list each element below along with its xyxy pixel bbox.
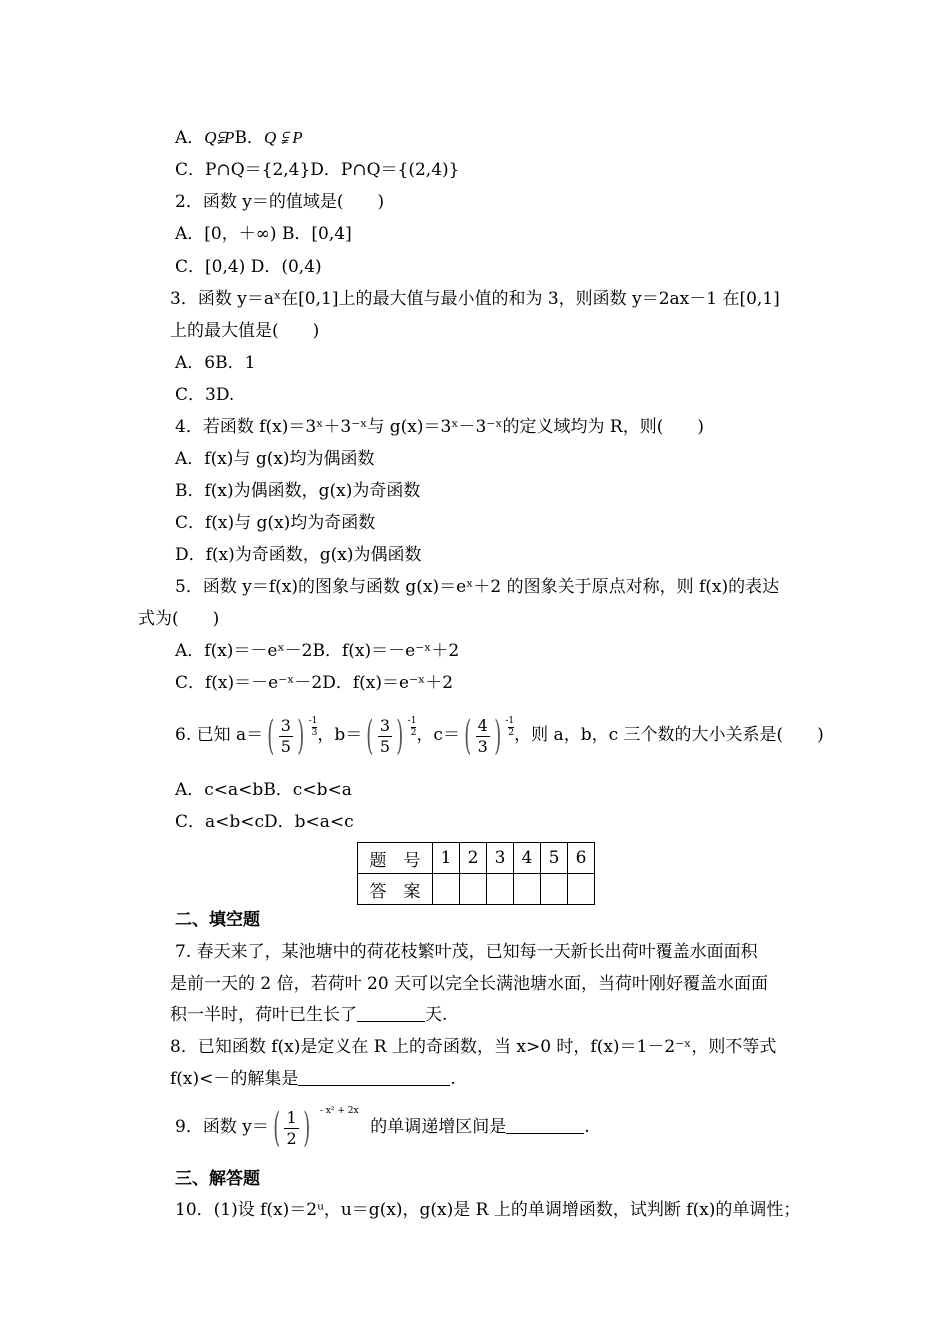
q6-option-d: D．b<a<c xyxy=(264,812,354,832)
q1-option-d: D．P∩Q＝{(2,4)} xyxy=(310,160,460,180)
minus-sign: - xyxy=(308,715,312,726)
section3-title: 三、解答题 xyxy=(175,1169,260,1189)
q1-option-b-label: B． xyxy=(234,128,264,148)
q8-line1: 8．已知函数 f(x)是定义在 R 上的奇函数，当 x>0 时，f(x)＝1－2⁻ˣ，则不等式 xyxy=(170,1037,777,1057)
q1-option-a: Q⫋P xyxy=(204,128,235,147)
q5-stem-line2: 式为( ) xyxy=(138,609,220,629)
q9-prefix: 9．函数 y＝ xyxy=(175,1117,269,1137)
q2-option-c: C．[0,4) xyxy=(175,257,246,277)
right-paren-icon: ) xyxy=(494,713,502,759)
exp-denominator: 3 xyxy=(311,727,318,738)
q9-period: . xyxy=(584,1117,590,1137)
q2-option-d: D．(0,4) xyxy=(250,257,322,277)
q1-options-cd xyxy=(175,159,459,181)
q5-option-c: C．f(x)＝－e⁻ˣ－2 xyxy=(175,673,323,693)
section2-title: 二、填空题 xyxy=(175,910,260,930)
answer-table xyxy=(357,842,595,905)
answer-cell[interactable] xyxy=(568,874,595,905)
q6-a-fraction xyxy=(279,716,293,757)
minus-sign: - xyxy=(505,715,509,726)
q6-prefix: 6. 已知 xyxy=(175,725,231,745)
answer-cell[interactable] xyxy=(433,874,460,905)
q3-options-ab xyxy=(175,352,255,374)
q6-b-fraction xyxy=(378,716,392,757)
q6-options-ab xyxy=(175,779,352,801)
q2-option-b: B．[0,4] xyxy=(281,224,352,244)
q8-answer-blank[interactable] xyxy=(298,1070,450,1086)
q6-a-denominator: 5 xyxy=(280,736,291,756)
q3-option-c: C．3 xyxy=(175,385,216,405)
q6-stem xyxy=(175,705,824,765)
left-paren-icon: ( xyxy=(267,713,275,759)
minus-sign: - xyxy=(407,715,411,726)
q6-suffix: ，则 a，b，c 三个数的大小关系是( ) xyxy=(514,725,824,745)
q6-b-exponent xyxy=(408,716,417,739)
q2-stem: 2．函数 y＝的值域是( ) xyxy=(175,192,385,212)
q6-b-denominator: 5 xyxy=(379,736,391,756)
q6-a-numerator: 3 xyxy=(280,715,291,735)
q8-line2 xyxy=(170,1068,456,1090)
q6-a-exponent xyxy=(309,716,318,739)
q2-options-ab xyxy=(175,223,352,245)
q5-options-ab xyxy=(175,640,459,662)
q6-b-expression xyxy=(362,706,416,766)
q9-expression xyxy=(269,1100,370,1156)
exp-denominator: 2 xyxy=(508,727,515,738)
answer-cell[interactable] xyxy=(460,874,487,905)
q3-option-b: B．1 xyxy=(215,353,256,373)
q3-options-cd xyxy=(175,384,234,406)
q7-line1: 7. 春天来了，某池塘中的荷花枝繁叶茂，已知每一天新长出荷叶覆盖水面面积 xyxy=(175,942,758,962)
q4-option-b: B．f(x)为偶函数，g(x)为奇函数 xyxy=(175,481,421,501)
q4-option-a: A．f(x)与 g(x)均为偶函数 xyxy=(175,449,375,469)
q6-c-numerator: 4 xyxy=(477,715,488,735)
q9-stem xyxy=(175,1099,590,1155)
left-paren-icon: ( xyxy=(273,1105,281,1151)
right-paren-icon: ) xyxy=(396,713,404,759)
q9-numerator: 1 xyxy=(286,1107,297,1127)
q6-a-expression xyxy=(263,706,317,766)
exp-numerator: 1 xyxy=(311,715,318,726)
q6-c-denominator: 3 xyxy=(477,736,488,756)
right-paren-icon: ) xyxy=(297,713,305,759)
q5-option-b: B．f(x)＝－e⁻ˣ＋2 xyxy=(312,641,460,661)
q7-answer-blank[interactable] xyxy=(357,1006,425,1022)
left-paren-icon: ( xyxy=(464,713,472,759)
q9-answer-blank[interactable] xyxy=(506,1118,584,1134)
q1-options-ab xyxy=(175,127,303,149)
exp-denominator: 2 xyxy=(410,727,417,738)
q6-b-numerator: 3 xyxy=(379,715,391,735)
q8-period: . xyxy=(450,1069,456,1089)
exp-numerator: 1 xyxy=(410,715,417,726)
question-number-cell: 5 xyxy=(541,843,568,874)
q6-c-fraction xyxy=(476,716,490,757)
answer-label: 答 案 xyxy=(358,874,433,905)
question-number-cell: 1 xyxy=(433,843,460,874)
question-number-cell: 3 xyxy=(487,843,514,874)
q4-option-d: D．f(x)为奇函数，g(x)为偶函数 xyxy=(175,545,422,565)
question-number-cell: 2 xyxy=(460,843,487,874)
q4-option-c: C．f(x)与 g(x)均为奇函数 xyxy=(175,513,376,533)
q6-option-c: C．a<b<c xyxy=(175,812,265,832)
question-number-cell: 4 xyxy=(514,843,541,874)
left-paren-icon: ( xyxy=(366,713,374,759)
q9-exponent: - x² + 2x xyxy=(319,1105,359,1116)
answer-table-header-row xyxy=(358,843,595,874)
q5-stem-line1: 5．函数 y＝f(x)的图象与函数 g(x)＝eˣ＋2 的图象关于原点对称，则 f(x)的表达 xyxy=(175,577,780,597)
q5-options-cd xyxy=(175,672,453,694)
q8-line2-text: f(x)<－的解集是 xyxy=(170,1069,299,1089)
q7-line3-unit: 天. xyxy=(425,1005,448,1025)
q2-option-a: A．[0，＋∞) xyxy=(175,224,277,244)
question-number-cell: 6 xyxy=(568,843,595,874)
answer-cell[interactable] xyxy=(487,874,514,905)
q1-option-b: Q ⫋ P xyxy=(263,128,303,147)
answer-table-answer-row xyxy=(358,874,595,905)
q6-b-label: ，b＝ xyxy=(317,725,363,745)
q5-option-d: D．f(x)＝e⁻ˣ＋2 xyxy=(322,673,454,693)
q6-option-b: B．c<b<a xyxy=(263,780,352,800)
exp-numerator: 1 xyxy=(508,715,515,726)
q2-options-cd xyxy=(175,256,322,278)
q4-stem: 4．若函数 f(x)＝3ˣ＋3⁻ˣ与 g(x)＝3ˣ－3⁻ˣ的定义域均为 R，则( ) xyxy=(175,417,704,437)
q3-stem-line1: 3．函数 y＝aˣ在[0,1]上的最大值与最小值的和为 3，则函数 y＝2ax－1 在[0,1] xyxy=(170,289,780,309)
q9-denominator: 2 xyxy=(286,1128,297,1148)
q6-options-cd xyxy=(175,811,354,833)
q6-c-exponent xyxy=(505,716,514,739)
right-paren-icon: ) xyxy=(302,1105,310,1151)
q7-line3-text: 积一半时，荷叶已生长了 xyxy=(170,1005,357,1025)
question-number-label: 题 号 xyxy=(358,843,433,874)
q7-line2: 是前一天的 2 倍，若荷叶 20 天可以完全长满池塘水面，当荷叶刚好覆盖水面面 xyxy=(170,974,769,994)
q7-line3 xyxy=(170,1004,447,1026)
q6-c-expression xyxy=(460,706,514,766)
q9-fraction xyxy=(284,1108,298,1149)
q3-stem-line2: 上的最大值是( ) xyxy=(170,321,320,341)
q1-option-a-label: A． xyxy=(175,128,205,148)
answer-cell[interactable] xyxy=(514,874,541,905)
q6-c-label: ，c＝ xyxy=(416,725,460,745)
q6-option-a: A．c<a<b xyxy=(175,780,264,800)
q3-option-d: D. xyxy=(215,385,235,405)
q5-option-a: A．f(x)＝－eˣ－2 xyxy=(175,641,313,661)
answer-cell[interactable] xyxy=(541,874,568,905)
q3-option-a: A．6 xyxy=(175,353,216,373)
q10-line1: 10．(1)设 f(x)＝2ᵘ，u＝g(x)，g(x)是 R 上的单调增函数，试判断 f(x)的单调性； xyxy=(175,1200,801,1220)
q1-option-c: C．P∩Q＝{2,4} xyxy=(175,160,311,180)
q6-a-label: a＝ xyxy=(236,725,264,745)
q9-suffix: 的单调递增区间是 xyxy=(370,1117,507,1137)
